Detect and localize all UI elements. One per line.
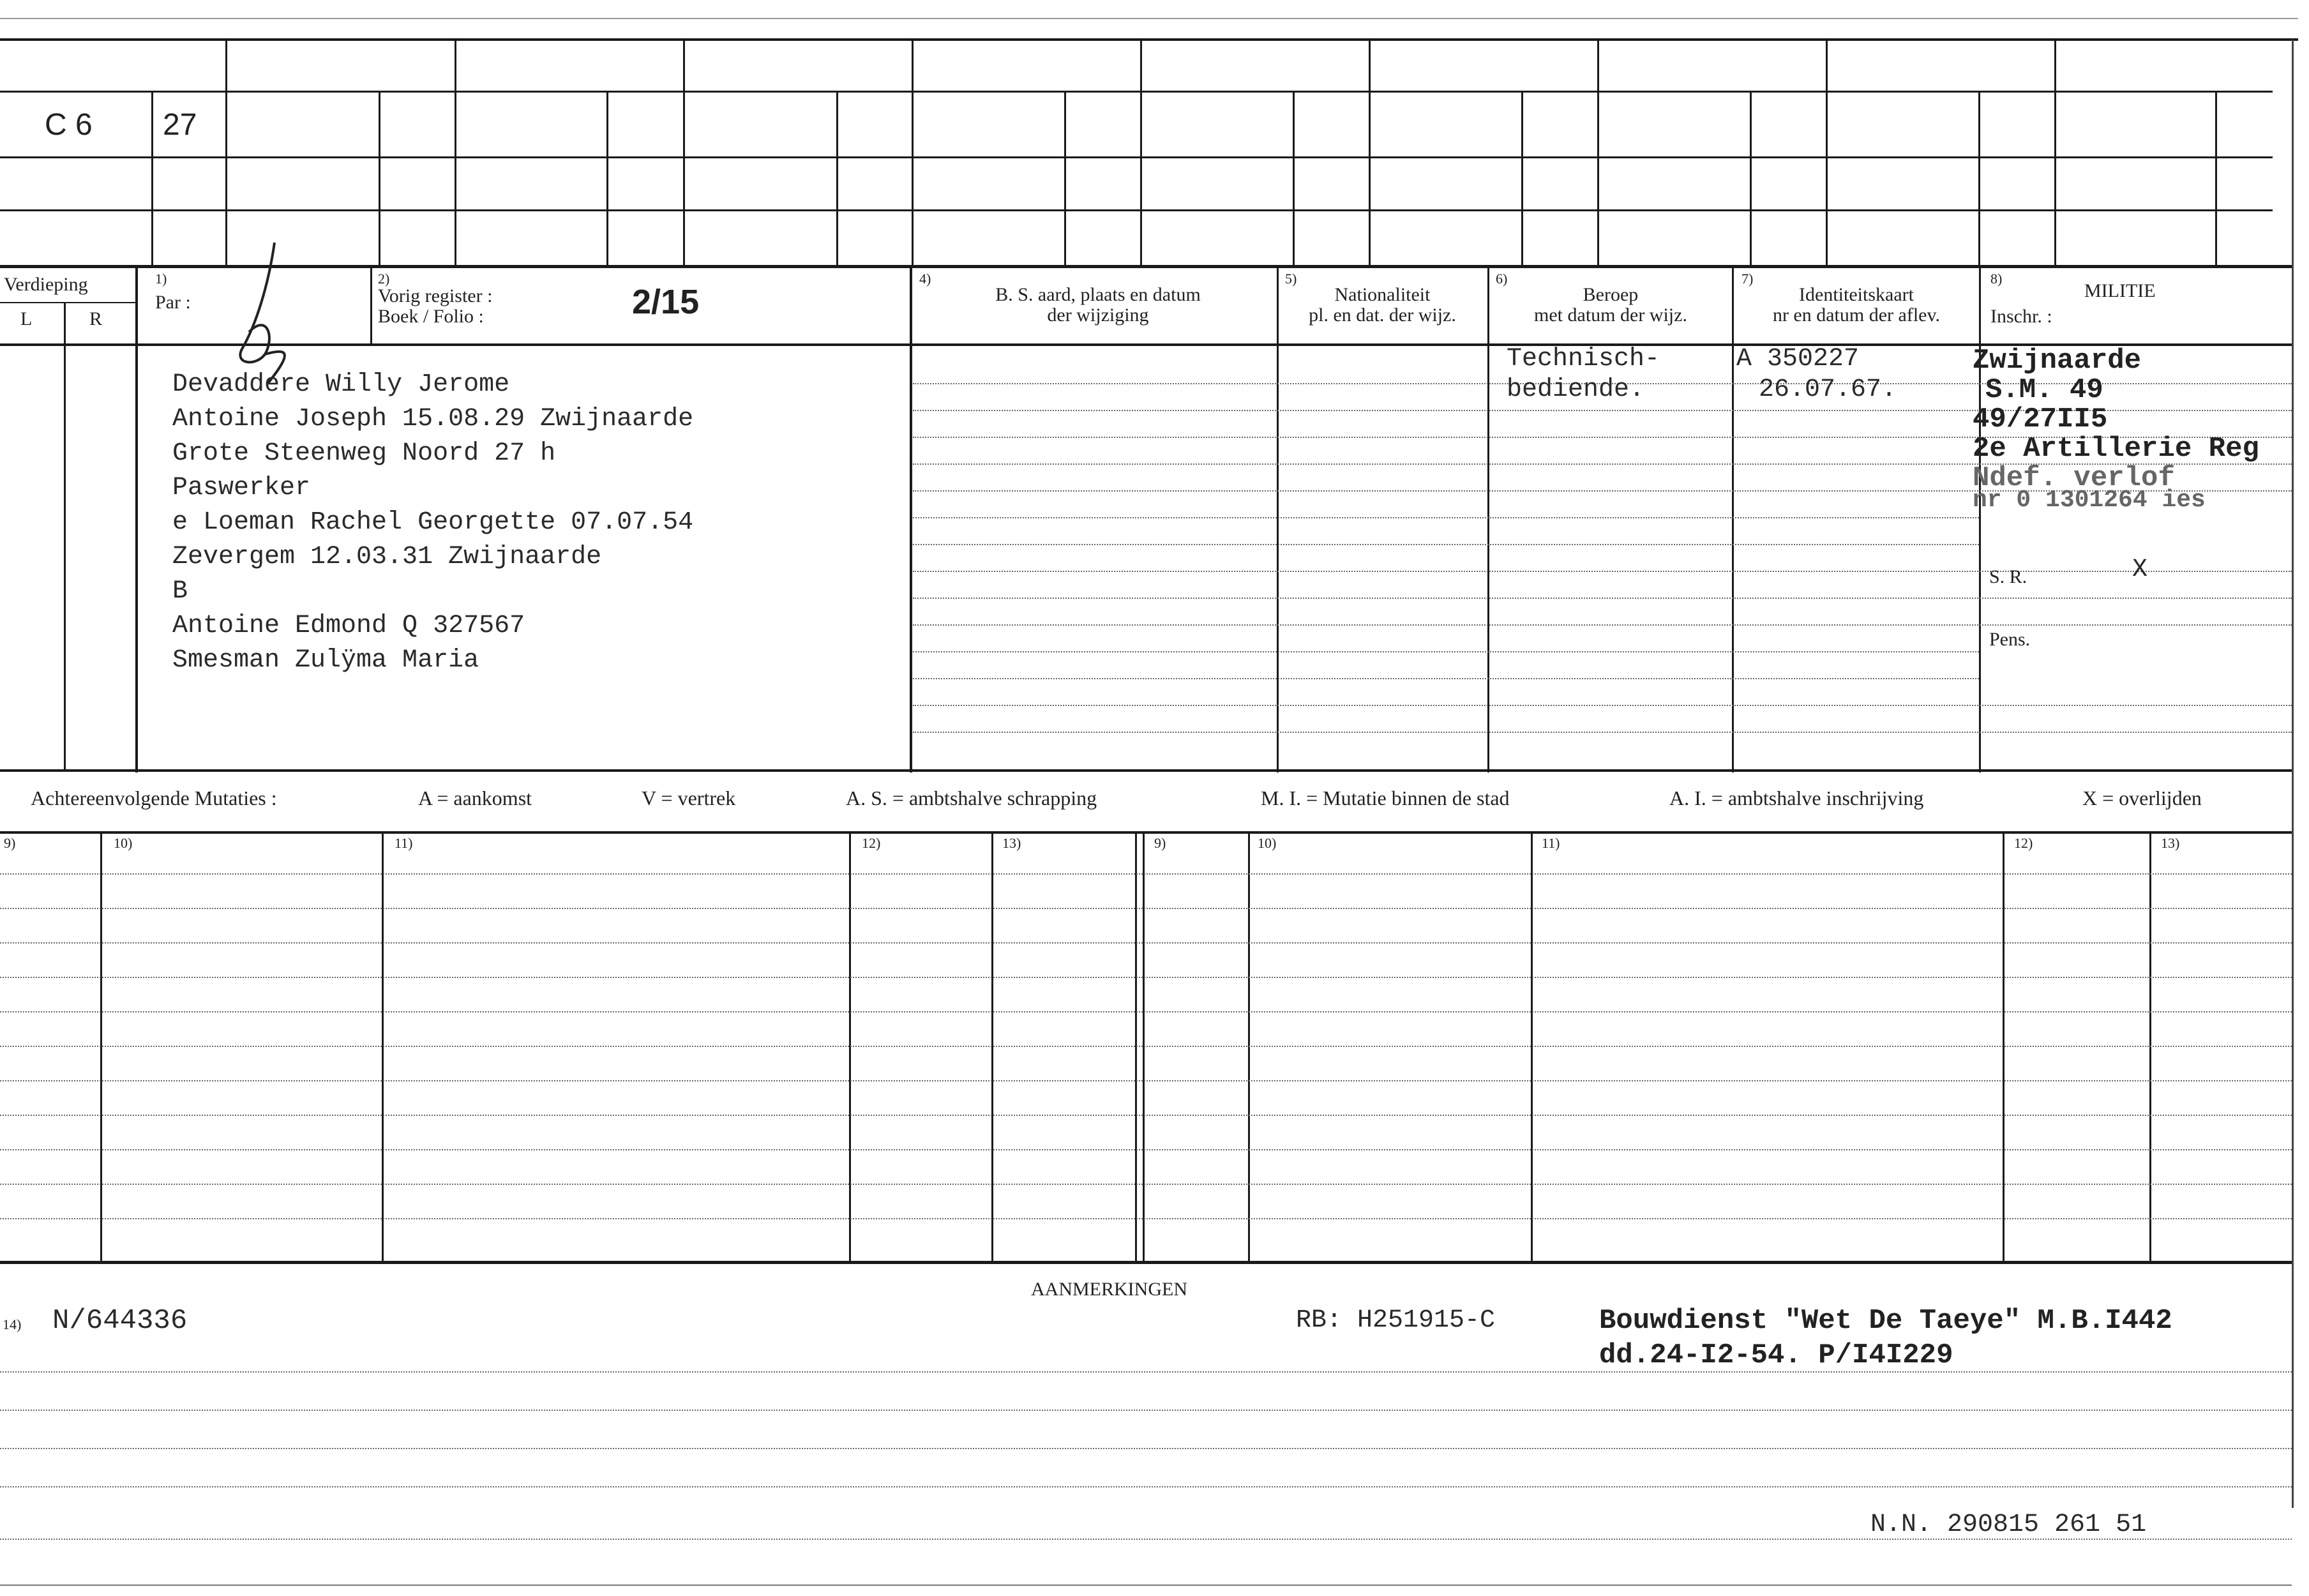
col6-label-2: met datum der wijz. [1534,305,1687,326]
person-line: Grote Steenweg Noord 27 h [172,439,556,468]
militie-line: Zwijnaarde [1973,345,2142,377]
col1-num: 1) [155,271,167,287]
aanmerkingen-num: 14) [3,1316,22,1332]
col8-num: 8) [1990,271,2003,287]
mutaties-table [0,831,2292,1263]
mutatie-col-header: 12) [862,835,881,851]
person-line: Devaddere Willy Jerome [172,370,510,399]
nn-number: N.N. 290815 261 51 [1870,1510,2147,1539]
sr-label: S. R. [1989,566,2027,587]
col4-num: 4) [919,271,931,287]
verdieping-r-label: R [89,308,103,329]
militie-line: nr 0 1301264 ies [1973,486,2206,514]
folio-value: 2/15 [632,283,700,321]
militie-line: 2e Artillerie Reg [1973,433,2259,465]
col6-label-1: Beroep [1583,284,1639,305]
mutatie-col-header: 11) [395,835,413,851]
col4-label-2: der wijziging [1047,305,1149,326]
header-row [0,267,2298,347]
person-line: Antoine Joseph 15.08.29 Zwijnaarde [172,405,694,433]
identiteit-number: A 350227 [1736,345,1860,373]
rb-number: RB: H251915-C [1296,1306,1496,1335]
militie-line: S.M. 49 [1985,374,2103,406]
mutatie-col-header: 9) [4,835,16,851]
person-line: e Loeman Rachel Georgette 07.07.54 [172,508,694,537]
beroep-line: Technisch- [1507,345,1660,373]
col8-label-1: MILITIE [2084,280,2156,301]
person-line: Paswerker [172,474,311,502]
col8-label-2: Inschr. : [1990,306,2052,327]
col7-num: 7) [1741,271,1754,287]
col2-num: 2) [378,271,390,287]
col1-par-label: Par : [155,292,191,313]
bouwdienst-line-2: dd.24-I2-54. P/I4I229 [1599,1339,1953,1371]
mutatie-legend-item: A. S. = ambtshalve schrapping [846,787,1097,809]
mutaties-legend [0,785,2292,811]
mutatie-col-header: 10) [1258,835,1277,851]
col2-label-1: Vorig register : [378,285,493,306]
col4-label-1: B. S. aard, plaats en datum [995,284,1201,305]
mutatie-legend-item: M. I. = Mutatie binnen de stad [1261,787,1510,809]
person-line: Smesman Zulÿma Maria [172,646,479,675]
col2-label-2: Boek / Folio : [378,306,484,327]
mutaties-title: Achtereenvolgende Mutaties : [31,787,277,809]
sr-value: X [2132,555,2148,584]
top-grid [0,0,2309,268]
col5-label-1: Nationaliteit [1334,284,1431,305]
mutatie-col-header: 12) [2014,835,2033,851]
col7-label-1: Identiteitskaart [1799,284,1914,305]
beroep-line: bediende. [1507,375,1645,404]
person-line: B [172,577,188,606]
col5-num: 5) [1285,271,1297,287]
mutatie-col-header: 13) [2161,835,2180,851]
militie-line: Ndef. verlof [1973,462,2175,494]
verdieping-label: Verdieping [4,274,88,295]
grid-cell-number: 27 [163,108,197,142]
pens-label: Pens. [1989,629,2031,650]
verdieping-l-label: L [20,308,33,329]
col5-label-2: pl. en dat. der wijz. [1309,305,1456,326]
handwritten-mark [230,236,332,389]
aanmerkingen-section [0,1264,2292,1596]
mutatie-legend-item: A = aankomst [418,787,532,809]
identiteit-date: 26.07.67. [1759,375,1897,404]
mutatie-col-header: 9) [1154,835,1166,851]
person-line: Zevergem 12.03.31 Zwijnaarde [172,543,602,571]
mutatie-col-header: 13) [1002,835,1021,851]
person-line: Antoine Edmond Q 327567 [172,612,525,640]
mutatie-legend-item: V = vertrek [642,787,736,809]
col6-num: 6) [1496,271,1508,287]
aanmerkingen-value: N/644336 [52,1305,188,1337]
mutatie-col-header: 10) [114,835,133,851]
militie-line: 49/27II5 [1973,403,2108,435]
mutatie-legend-item: X = overlijden [2082,787,2202,809]
aanmerkingen-title: AANMERKINGEN [1031,1279,1187,1300]
mutatie-legend-item: A. I. = ambtshalve inschrijving [1669,787,1924,809]
mutatie-col-header: 11) [1542,835,1560,851]
grid-cell-code: C 6 [45,108,93,142]
col7-label-2: nr en datum der aflev. [1772,305,1941,326]
bouwdienst-line-1: Bouwdienst "Wet De Taeye" M.B.I442 [1599,1305,2172,1337]
